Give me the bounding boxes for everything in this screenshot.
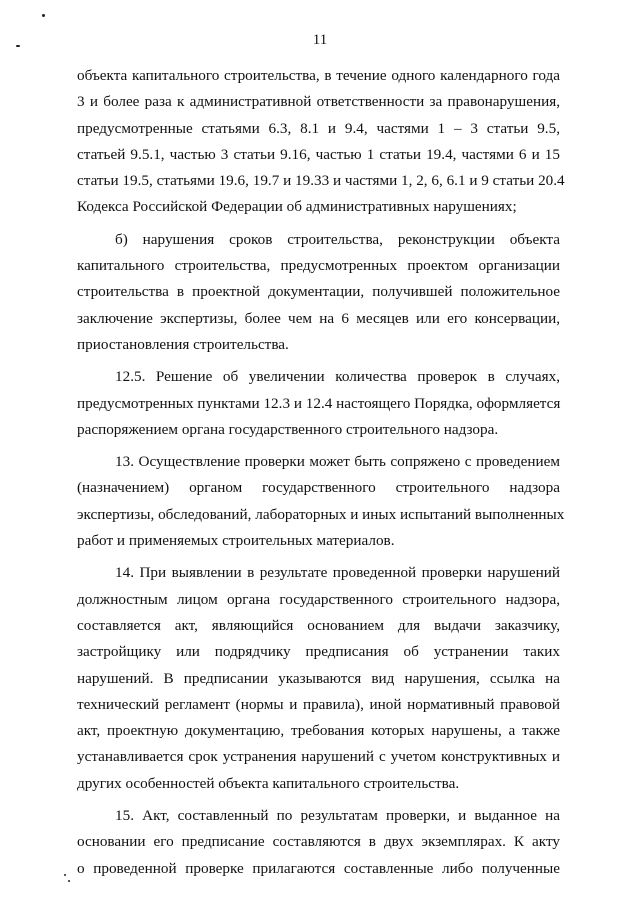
text-line: должностным лицом органа государственного строительного надзора, <box>77 590 560 608</box>
text-line: Кодекса Российской Федерации об административных нарушениях; <box>77 198 517 216</box>
paragraph-p4 <box>77 449 565 554</box>
text-line: статьи 19.5, статьями 19.6, 19.7 и 19.33 и частями 1, 2, 6, 6.1 и 9 статьи 20.4 <box>77 172 565 190</box>
text-line: о проведенной проверке прилагаются составленные либо полученные <box>77 859 560 877</box>
paragraph-p6 <box>77 803 560 882</box>
text-line: застройщику или подрядчику предписания об устранении таких <box>77 643 560 661</box>
scan-dot-mark <box>42 14 45 17</box>
text-line: объекта капитального строительства, в течение одного календарного года <box>77 67 560 84</box>
text-line: 14. При выявлении в результате проведенной проверки нарушений <box>115 564 560 582</box>
text-line: работ и применяемых строительных материалов. <box>77 532 395 550</box>
text-line: устанавливается срок устранения нарушений с учетом конструктивных и <box>77 748 560 766</box>
text-line: 3 и более раза к административной ответственности за правонарушения, <box>77 93 560 111</box>
text-line: нарушений. В предписании указываются вид нарушения, ссылка на <box>77 669 560 687</box>
scan-speck-mark <box>68 880 70 882</box>
scan-speck-mark <box>64 874 66 876</box>
text-line: статьей 9.5.1, частью 3 статьи 9.16, частью 1 статьи 19.4, частями 6 и 15 <box>77 145 560 163</box>
text-line: технический регламент (нормы и правила), иной нормативный правовой <box>77 695 560 713</box>
text-line: составляется акт, являющийся основанием для выдачи заказчику, <box>77 616 560 634</box>
text-line: капитального строительства, предусмотренных проектом организации <box>77 257 560 275</box>
text-line: 13. Осуществление проверки может быть сопряжено с проведением <box>115 453 560 471</box>
text-line: б) нарушения сроков строительства, реконструкции объекта <box>115 230 560 248</box>
text-line: предусмотренные статьями 6.3, 8.1 и 9.4, частями 1 – 3 статьи 9.5, <box>77 119 560 137</box>
text-line: (назначением) органом государственного строительного надзора <box>77 479 560 497</box>
document-body <box>77 63 565 882</box>
text-line: строительства в проектной документации, получившей положительное <box>77 283 560 301</box>
paragraph-p2 <box>77 227 560 358</box>
paragraph-p5 <box>77 560 560 797</box>
text-line: заключение экспертизы, более чем на 6 месяцев или его консервации, <box>77 309 560 327</box>
text-line: 12.5. Решение об увеличении количества проверок в случаях, <box>115 368 560 386</box>
paragraph-p3 <box>77 364 560 443</box>
page-number: 11 <box>312 32 328 48</box>
text-line: 15. Акт, составленный по результатам проверки, и выданное на <box>115 807 560 825</box>
paragraph-p1 <box>77 63 565 221</box>
text-line: экспертизы, обследований, лабораторных и иных испытаний выполненных <box>77 505 565 523</box>
text-line: основании его предписание составляются в двух экземплярах. К акту <box>77 833 560 851</box>
text-line: предусмотренных пунктами 12.3 и 12.4 настоящего Порядка, оформляется <box>77 394 561 412</box>
text-line: распоряжением органа государственного строительного надзора. <box>77 420 499 438</box>
text-line: других особенностей объекта капитального строительства. <box>77 774 460 792</box>
text-line: акт, проектную документацию, требования которых нарушены, а также <box>77 722 560 740</box>
text-line: приостановления строительства. <box>77 335 289 353</box>
